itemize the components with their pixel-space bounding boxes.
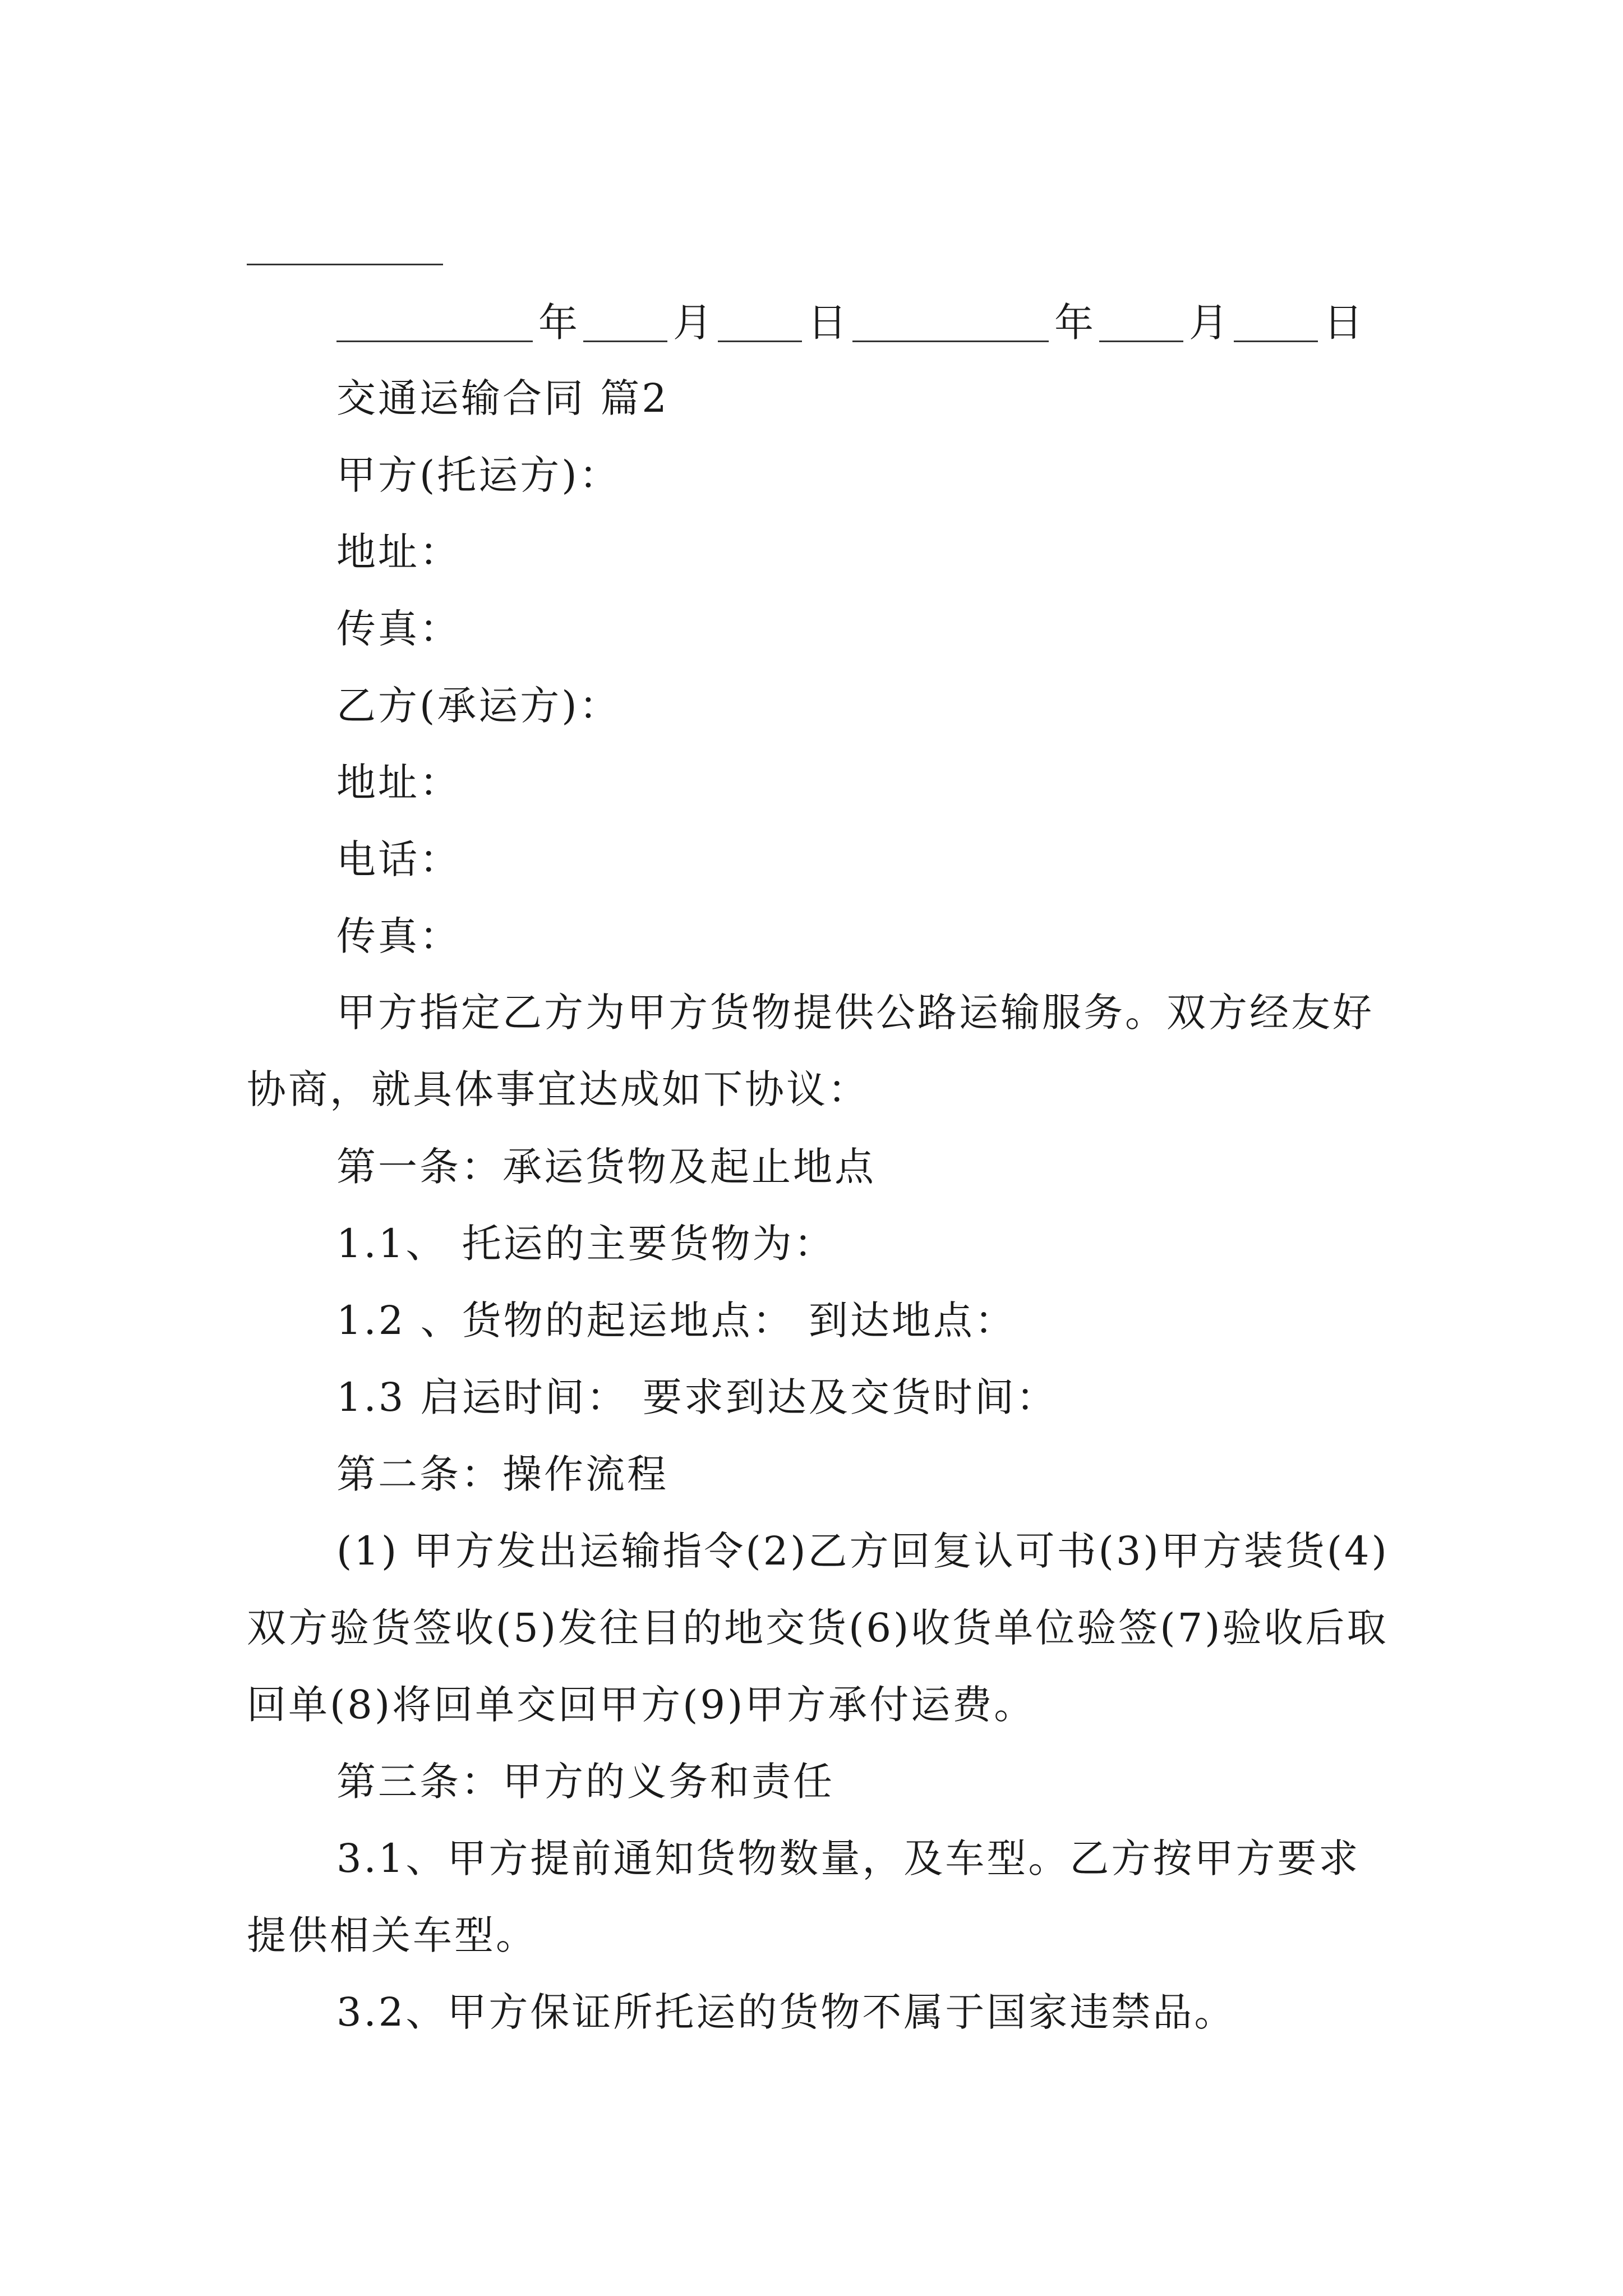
month-blank-1[interactable] (583, 307, 667, 342)
year-blank-2[interactable] (852, 307, 1049, 342)
month-label-1: 月 (673, 300, 712, 346)
article-3-item-2: 3.2、甲方保证所托运的货物不属于国家违禁品。 (336, 1989, 1236, 2035)
signature-rule (247, 264, 443, 265)
intro-paragraph: 甲方指定乙方为甲方货物提供公路运输服务。双方经友好协商，就具体事宜达成如下协议： (247, 990, 1374, 1112)
party-b-label: 乙方(承运方)： (336, 683, 621, 729)
day-blank-2[interactable] (1234, 307, 1318, 342)
year-label-2: 年 (1054, 300, 1094, 346)
day-label-1: 日 (808, 300, 847, 346)
date-row (336, 300, 1368, 346)
contract-heading: 交通运输合同 篇2 (336, 375, 669, 421)
year-label-1: 年 (538, 300, 578, 346)
day-blank-1[interactable] (718, 307, 802, 342)
party-b-fax: 传真： (336, 913, 461, 959)
month-blank-2[interactable] (1099, 307, 1183, 342)
day-label-2: 日 (1324, 300, 1363, 346)
article-2-title: 第二条：操作流程 (336, 1451, 668, 1497)
party-a-address: 地址： (336, 529, 461, 575)
article-2-body: (1) 甲方发出运输指令(2)乙方回复认可书(3)甲方装货(4)双方验货签收(5)发往目的地交货(6)收货单位验签(7)验收后取回单(8)将回单交回甲方(9)甲方承付运费。 (247, 1528, 1389, 1728)
article-1-item-3: 1.3 启运时间： 要求到达及交货时间： (336, 1374, 1058, 1420)
month-label-2: 月 (1189, 300, 1228, 346)
article-3-title: 第三条：甲方的义务和责任 (336, 1759, 834, 1805)
article-3-item-1: 3.1、甲方提前通知货物数量，及车型。乙方按甲方要求提供相关车型。 (247, 1835, 1361, 1958)
article-1-item-2: 1.2 、货物的起运地点： 到达地点： (336, 1297, 1016, 1343)
party-a-label: 甲方(托运方)： (336, 452, 621, 498)
article-1-title: 第一条：承运货物及起止地点 (336, 1144, 876, 1190)
party-b-phone: 电话： (336, 836, 461, 882)
year-blank-1[interactable] (336, 307, 533, 342)
party-b-address: 地址： (336, 760, 461, 806)
article-1-item-1: 1.1、 托运的主要货物为： (336, 1221, 836, 1267)
party-a-fax: 传真： (336, 606, 461, 652)
